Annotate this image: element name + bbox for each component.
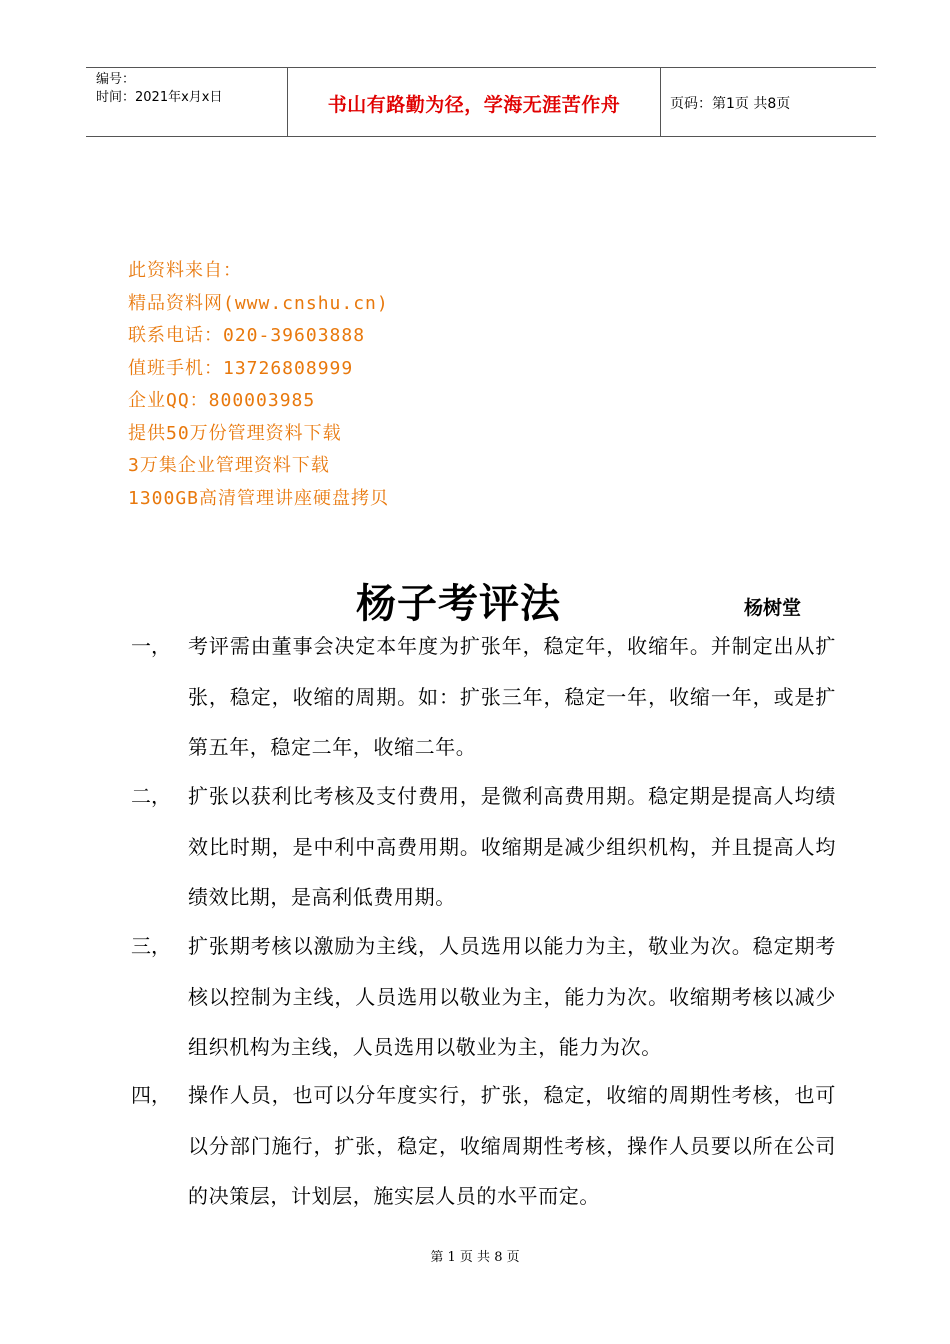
document-author: 杨树堂: [744, 597, 802, 619]
paragraph-text: 扩张以获利比考核及支付费用，是微利高费用期。稳定期是提高人均绩效比时期，是中利中高费用期。收缩期是减少组织机构，并且提高人均绩效比期，是高利低费用期。: [188, 784, 836, 909]
source-line-website: 精品资料网(www.cnshu.cn): [128, 292, 389, 314]
paragraph-text: 扩张期考核以激励为主线，人员选用以能力为主，敬业为次。稳定期考核以控制为主线，人员选用以敬业为主，能力为次。收缩期考核以减少组织机构为主线，人员选用以敬业为主，能力为次。: [188, 934, 836, 1059]
paragraph-number: 三，: [131, 934, 171, 958]
header-code-label: 编号：: [96, 72, 136, 87]
header-page-info: 页码：第1页 共8页: [670, 96, 791, 112]
header-divider: [660, 68, 661, 136]
header-time-label: 时间：2021年x月x日: [96, 90, 223, 105]
document-title: 杨子考评法: [356, 580, 561, 627]
source-info-block: [128, 255, 389, 515]
source-line-mobile: 值班手机：13726808999: [128, 357, 354, 379]
source-line: 1300GB高清管理讲座硬盘拷贝: [128, 487, 390, 509]
paragraph-text: 操作人员，也可以分年度实行，扩张，稳定，收缩的周期性考核，也可以分部门施行，扩张，稳定，收缩周期性考核，操作人员要以所在公司的决策层，计划层，施实层人员的水平而定。: [188, 1083, 836, 1208]
source-line: 提供50万份管理资料下载: [128, 422, 342, 444]
paragraph-number: 二，: [131, 784, 171, 808]
header-motto: 书山有路勤为径，学海无涯苦作舟: [327, 94, 621, 116]
source-line: 3万集企业管理资料下载: [128, 455, 330, 476]
paragraph-number: 一，: [131, 634, 171, 658]
page-footer: 第 1 页 共 8 页: [430, 1250, 520, 1265]
source-line-qq: 企业QQ：800003985: [128, 390, 316, 411]
paragraph-text: 考评需由董事会决定本年度为扩张年，稳定年，收缩年。并制定出从扩张，稳定，收缩的周期。如：扩张三年，稳定一年，收缩一年，或是扩第五年，稳定二年，收缩二年。: [188, 634, 836, 759]
paragraph-number: 四，: [131, 1083, 171, 1107]
source-line: 此资料来自：: [128, 260, 242, 281]
header-meta: [96, 71, 286, 107]
page-header-table: [86, 67, 876, 137]
source-line-phone: 联系电话：020-39603888: [128, 325, 366, 346]
